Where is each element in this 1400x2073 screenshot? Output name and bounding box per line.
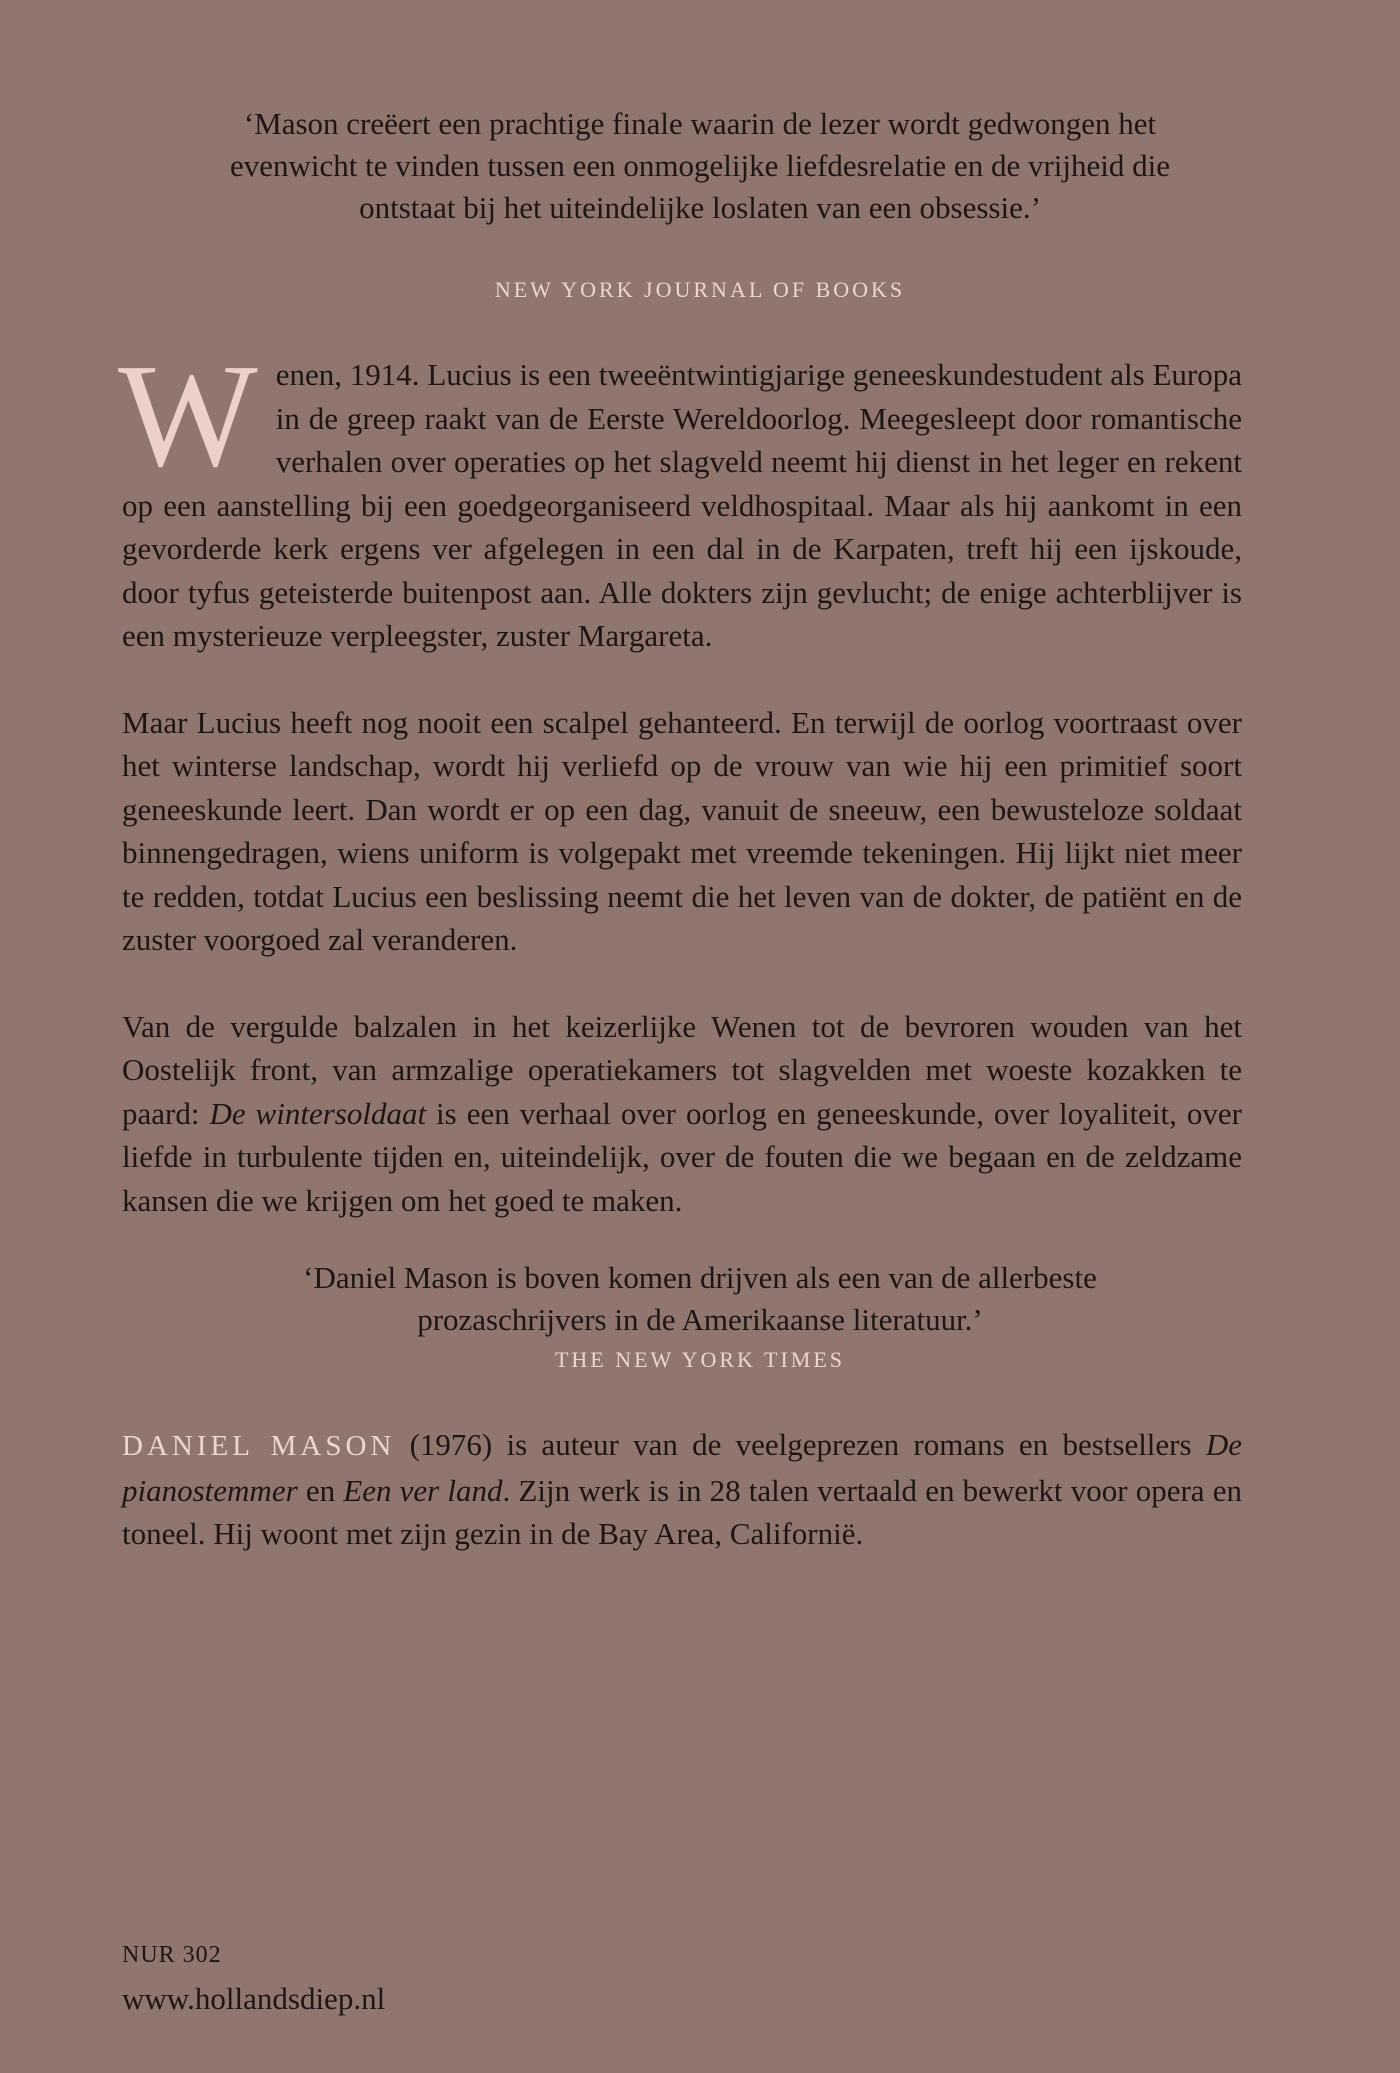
author-bio bbox=[122, 1423, 1242, 1556]
book-title: De wintersoldaat bbox=[209, 1095, 427, 1131]
paragraph-text: enen, 1914. Lucius is een tweeëntwintigjarige geneeskundestudent als Europa in de greep raakt van de Eerste Wereldoorlog. Meegesleept door romantische verhalen over operaties op het slagveld neemt hij dienst in het leger en rekent op een aanstelling bij een goedgeorganiseerd veldhospitaal. Maar als hij aankomt in een gevorderde kerk ergens ver afgelegen in een dal in de Karpaten, treft hij een ijskoude, door tyfus geteisterde buitenpost aan. Alle dokters zijn gevlucht; de enige achterblijver is een mysterieuze verpleegster, zuster Margareta. bbox=[122, 357, 1242, 653]
blurb-paragraph-3 bbox=[122, 1005, 1242, 1223]
book-title: De pianostemmer bbox=[122, 1427, 1242, 1508]
blurb bbox=[118, 334, 1242, 1222]
paragraph-text: Van de vergulde balzalen in het keizerlijke Wenen tot de bevroren wouden van het Oostelijk front, van armzalige operatiekamers tot slagvelden met woeste kozakken te paard: bbox=[122, 1008, 1242, 1131]
quote-line: prozaschrijvers in de Amerikaanse literatuur.’ bbox=[417, 1302, 983, 1337]
book-title: Een ver land bbox=[343, 1472, 503, 1508]
blurb-paragraph-1 bbox=[118, 334, 1242, 658]
bio-text: (1976) is auteur van de veelgeprezen romans en bestsellers bbox=[395, 1427, 1206, 1462]
author-name: DANIEL MASON bbox=[122, 1430, 396, 1462]
bio-text: en bbox=[297, 1472, 344, 1508]
quote-line: evenwicht te vinden tussen een onmogelijke liefdesrelatie en de vrijheid die bbox=[229, 148, 1170, 183]
publisher-url: www.hollandsdiep.nl bbox=[122, 1981, 386, 2016]
review-quote-2 bbox=[120, 1257, 1280, 1341]
quote-line: ‘Mason creëert een prachtige finale waarin de lezer wordt gedwongen het bbox=[243, 106, 1157, 141]
review-quote-1 bbox=[120, 103, 1280, 229]
author-bio-paragraph bbox=[122, 1423, 1242, 1556]
blurb-paragraph-2: Maar Lucius heeft nog nooit een scalpel gehanteerd. En terwijl de oorlog voortraast over het winterse landschap, wordt hij verliefd op de vrouw van wie hij een primitief soort geneeskunde leert. Dan wordt er op een dag, vanuit de sneeuw, een bewusteloze soldaat binnengedragen, wiens uniform is volgepakt met vreemde tekeningen. Hij lijkt niet meer te redden, totdat Lucius een beslissing neemt die het leven van de dokter, de patiënt en de zuster voorgoed zal veranderen. bbox=[122, 704, 1242, 957]
quote-line: ontstaat bij het uiteindelijke loslaten van een obsessie.’ bbox=[359, 190, 1041, 225]
quote-line: ‘Daniel Mason is boven komen drijven als een van de allerbeste bbox=[303, 1260, 1097, 1295]
drop-cap: W bbox=[118, 334, 258, 498]
bio-text: . Zijn werk is in 28 talen vertaald en bewerkt voor opera en toneel. Hij woont met zijn gezin in de Bay Area, Californië. bbox=[122, 1472, 1242, 1551]
quote-source-2: THE NEW YORK TIMES bbox=[554, 1347, 846, 1372]
nur-code: NUR 302 bbox=[122, 1942, 222, 1968]
quote-source-1: NEW YORK JOURNAL OF BOOKS bbox=[494, 277, 906, 302]
paragraph-text: is een verhaal over oorlog en geneeskunde, over loyaliteit, over liefde in turbulente tijden en, uiteindelijk, over de fouten die we begaan en de zeldzame kansen die we krijgen om het goed te maken. bbox=[122, 1095, 1242, 1218]
